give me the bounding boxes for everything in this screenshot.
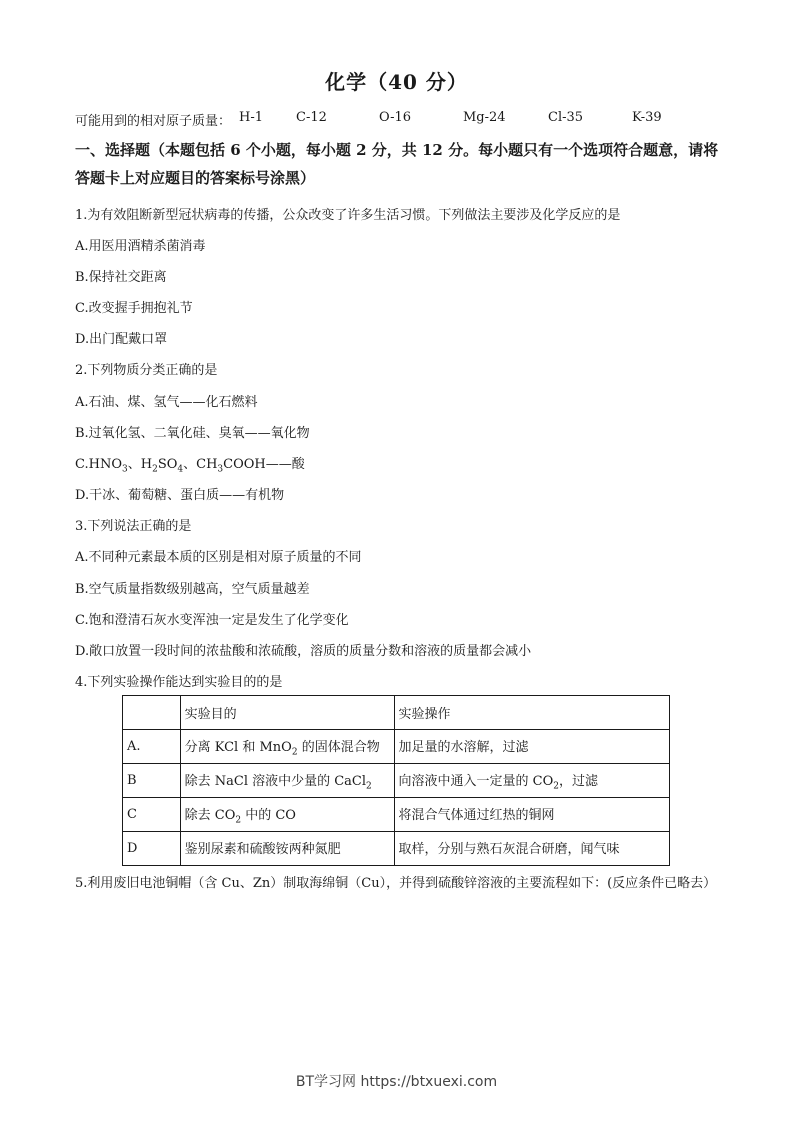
table-row xyxy=(123,832,670,866)
table-cell-option: A. xyxy=(123,730,181,764)
table-header-operation: 实验操作 xyxy=(394,696,670,730)
q2-option-d: D.干冰、葡萄糖、蛋白质——有机物 xyxy=(75,488,285,503)
section-heading: 一、选择题（本题包括 6 个小题，每小题 2 分，共 12 分。每小题只有一个选项符合题意，请将答题卡上对应题目的答案标号涂黑） xyxy=(75,141,719,187)
page-title: 化学（40 分） xyxy=(325,70,468,94)
table-header-blank xyxy=(123,696,181,730)
q1-option-b: B.保持社交距离 xyxy=(75,270,167,285)
q5-stem: 5.利用废旧电池铜帽（含 Cu、Zn）制取海绵铜（Cu），并得到硫酸锌溶液的主要流程如下：(反应条件已略去） xyxy=(75,876,717,891)
q4-stem: 4.下列实验操作能达到实验目的的是 xyxy=(75,675,283,690)
atomic-mass-o: O-16 xyxy=(379,110,412,125)
table-cell-operation: 加足量的水溶解，过滤 xyxy=(394,730,670,764)
table-row xyxy=(123,764,670,798)
q3-option-a: A.不同种元素最本质的区别是相对原子质量的不同 xyxy=(75,550,362,565)
atomic-mass-h: H-1 xyxy=(239,110,264,125)
q2-option-a: A.石油、煤、氢气——化石燃料 xyxy=(75,395,258,410)
table-cell-goal: 除去 NaCl 溶液中少量的 CaCl$_2$ xyxy=(180,764,394,798)
table-header-row xyxy=(123,696,670,730)
table-cell-operation: 向溶液中通入一定量的 $CO_2$，过滤 xyxy=(394,764,670,798)
table-row xyxy=(123,730,670,764)
q1-option-c: C.改变握手拥抱礼节 xyxy=(75,301,193,316)
table-cell-option: C xyxy=(123,798,181,832)
q3-option-b: B.空气质量指数级别越高，空气质量越差 xyxy=(75,582,310,597)
q3-option-c: C.饱和澄清石灰水变浑浊一定是发生了化学变化 xyxy=(75,613,349,628)
q2-stem: 2.下列物质分类正确的是 xyxy=(75,363,218,378)
table-cell-option: D xyxy=(123,832,181,866)
q3-stem: 3.下列说法正确的是 xyxy=(75,519,192,534)
table-row xyxy=(123,798,670,832)
q2-option-b: B.过氧化氢、二氧化硅、臭氧——氧化物 xyxy=(75,426,310,441)
atomic-mass-label: 可能用到的相对原子质量： xyxy=(75,114,232,129)
q2-option-c: $C.HNO_3$、$H_2SO_4$、$CH_3COOH——$酸 xyxy=(75,457,305,475)
table-cell-operation: 取样，分别与熟石灰混合研磨，闻气味 xyxy=(394,832,670,866)
table-header-goal: 实验目的 xyxy=(180,696,394,730)
atomic-mass-cl: Cl-35 xyxy=(548,110,584,125)
table-cell-option: B xyxy=(123,764,181,798)
q1-option-d: D.出门配戴口罩 xyxy=(75,332,168,347)
q3-option-d: D.敞口放置一段时间的浓盐酸和浓硫酸，溶质的质量分数和溶液的质量都会减小 xyxy=(75,644,532,659)
q1-option-a: A.用医用酒精杀菌消毒 xyxy=(75,239,206,254)
table-cell-goal: 分离 KCl 和 MnO$_2$ 的固体混合物 xyxy=(180,730,394,764)
atomic-mass-k: K-39 xyxy=(632,110,662,125)
table-cell-goal: 鉴别尿素和硫酸铵两种氮肥 xyxy=(180,832,394,866)
atomic-mass-mg: Mg-24 xyxy=(463,110,506,125)
experiment-table xyxy=(122,695,670,866)
footer-watermark[interactable]: BT学习网 https://btxuexi.com xyxy=(295,1074,498,1090)
table-cell-operation: 将混合气体通过红热的铜网 xyxy=(394,798,670,832)
table-cell-goal: 除去 $CO_2$ 中的 CO xyxy=(180,798,394,832)
atomic-mass-c: C-12 xyxy=(296,110,327,125)
q1-stem: 1.为有效阻断新型冠状病毒的传播，公众改变了许多生活习惯。下列做法主要涉及化学反应的是 xyxy=(75,208,621,223)
